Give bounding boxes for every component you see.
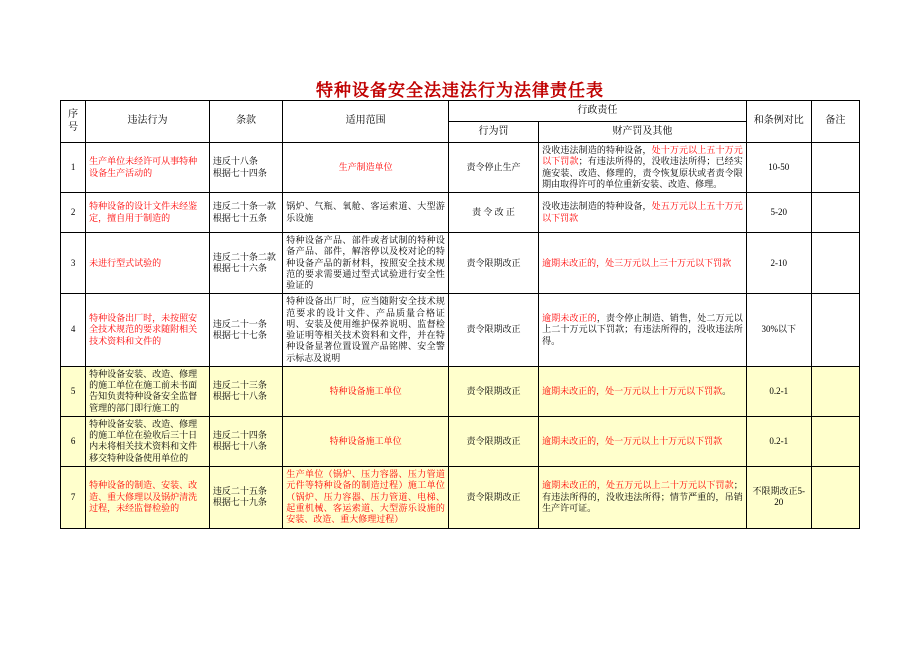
col-header-article: 条款 (209, 101, 282, 143)
cell-scope: 生产制造单位 (283, 143, 449, 193)
cell-fine: 没收违法制造的特种设备，处十万元以上五十万元以下罚款；有违法所得的，没收违法所得；已经实施安装、改造、修理的，责令恢复原状或者责令限期由取得许可的单位重新安装、改造、修理。 (539, 143, 747, 193)
cell-remark (811, 193, 859, 233)
cell-seq: 3 (61, 233, 86, 294)
col-header-compare: 和条例对比 (746, 101, 811, 143)
cell-action: 生产单位未经许可从事特种设备生产活动的 (86, 143, 210, 193)
cell-action: 特种设备的设计文件未经鉴定，擅自用于制造的 (86, 193, 210, 233)
cell-seq: 5 (61, 366, 86, 416)
col-header-remark: 备注 (811, 101, 859, 143)
table-row (61, 193, 860, 233)
cell-fine: 逾期未改正的，处五万元以上二十万元以下罚款；有违法所得的，没收违法所得；情节严重的，吊销生产许可证。 (539, 466, 747, 528)
cell-scope: 特种设备施工单位 (283, 416, 449, 466)
page-title: 特种设备安全法违法行为法律责任表 (316, 81, 604, 100)
cell-action: 特种设备的制造、安装、改造、重大修理以及锅炉清洗过程，未经监督检验的 (86, 466, 210, 528)
cell-scope: 特种设备产品、部件或者试制的特种设备产品、部件，解溶停以及校对论的特种设备产品的新材料，按照安全技术规范的要求需要通过型式试验进行安全性验证的 (283, 233, 449, 294)
cell-article: 违反二十条二款 根据七十六条 (209, 233, 282, 294)
cell-scope: 生产单位（锅炉、压力容器、压力管道元件等特种设备的制造过程）施工单位（锅炉、压力容器、压力管道、电梯、起重机械、客运索道、大型游乐设施的安装、改造、重大修理过程） (283, 466, 449, 528)
cell-seq: 7 (61, 466, 86, 528)
cell-remark (811, 416, 859, 466)
cell-behavior: 责令限期改正 (448, 294, 538, 367)
cell-behavior: 责令停止生产 (448, 143, 538, 193)
table-row (61, 143, 860, 193)
cell-fine: 逾期未改正的，责令停止制造、销售，处二万元以上二十万元以下罚款；有违法所得的，没收违法所得。 (539, 294, 747, 367)
cell-scope: 锅炉、气瓶、氧舱、客运索道、大型游乐设施 (283, 193, 449, 233)
cell-remark (811, 366, 859, 416)
cell-scope: 特种设备出厂时，应当随附安全技术规范要求的设计文件、产品质量合格证明、安装及使用维护保养说明、监督检验证明等相关技术资料和文件，并在特种设备显著位置设置产品铭牌、安全警示标志及说明 (283, 294, 449, 367)
liability-table (60, 100, 860, 529)
cell-remark (811, 294, 859, 367)
col-header-admin: 行政责任 (448, 101, 746, 122)
cell-compare: 不限期改正5-20 (746, 466, 811, 528)
cell-seq: 4 (61, 294, 86, 367)
cell-compare: 10-50 (746, 143, 811, 193)
cell-compare: 30%以下 (746, 294, 811, 367)
col-header-scope: 适用范围 (283, 101, 449, 143)
col-header-fine: 财产罚及其他 (539, 122, 747, 143)
cell-seq: 6 (61, 416, 86, 466)
table-header (61, 101, 860, 143)
cell-compare: 2-10 (746, 233, 811, 294)
header-row-1 (61, 101, 860, 122)
cell-scope: 特种设备施工单位 (283, 366, 449, 416)
cell-compare: 0.2-1 (746, 366, 811, 416)
table-row (61, 466, 860, 528)
cell-article: 违反二十四条 根据七十八条 (209, 416, 282, 466)
cell-compare: 5-20 (746, 193, 811, 233)
cell-behavior: 责令限期改正 (448, 416, 538, 466)
cell-behavior: 责令限期改正 (448, 233, 538, 294)
cell-remark (811, 143, 859, 193)
cell-article: 违反十八条 根据七十四条 (209, 143, 282, 193)
cell-remark (811, 233, 859, 294)
cell-article: 违反二十一条 根据七十七条 (209, 294, 282, 367)
cell-action: 特种设备安装、改造、修理的施工单位在验收后三十日内未将相关技术资料和文件移交特种设备使用单位的 (86, 416, 210, 466)
cell-seq: 2 (61, 193, 86, 233)
cell-remark (811, 466, 859, 528)
cell-fine: 逾期未改正的，处一万元以上十万元以下罚款 (539, 416, 747, 466)
col-header-seq: 序号 (61, 101, 86, 143)
table-row (61, 416, 860, 466)
col-header-behavior: 行为罚 (448, 122, 538, 143)
col-header-action: 违法行为 (86, 101, 210, 143)
cell-compare: 0.2-1 (746, 416, 811, 466)
cell-article: 违反二十五条 根据七十九条 (209, 466, 282, 528)
cell-fine: 逾期未改正的，处一万元以上十万元以下罚款。 (539, 366, 747, 416)
cell-fine: 逾期未改正的，处三万元以上三十万元以下罚款 (539, 233, 747, 294)
cell-action: 特种设备出厂时，未按照安全技术规范的要求随附相关技术资料和文件的 (86, 294, 210, 367)
cell-behavior: 责令限期改正 (448, 366, 538, 416)
table-row (61, 233, 860, 294)
cell-article: 违反二十条一款 根据七十五条 (209, 193, 282, 233)
cell-action: 未进行型式试验的 (86, 233, 210, 294)
table-row (61, 366, 860, 416)
table-body (61, 143, 860, 529)
cell-fine: 没收违法制造的特种设备，处五万元以上五十万元以下罚款 (539, 193, 747, 233)
table-row (61, 294, 860, 367)
cell-behavior: 责令限期改正 (448, 466, 538, 528)
cell-article: 违反二十三条 根据七十八条 (209, 366, 282, 416)
cell-behavior: 责 令 改 正 (448, 193, 538, 233)
cell-action: 特种设备安装、改造、修理的施工单位在施工前未书面告知负责特种设备安全监督管理的部门即行施工的 (86, 366, 210, 416)
cell-seq: 1 (61, 143, 86, 193)
